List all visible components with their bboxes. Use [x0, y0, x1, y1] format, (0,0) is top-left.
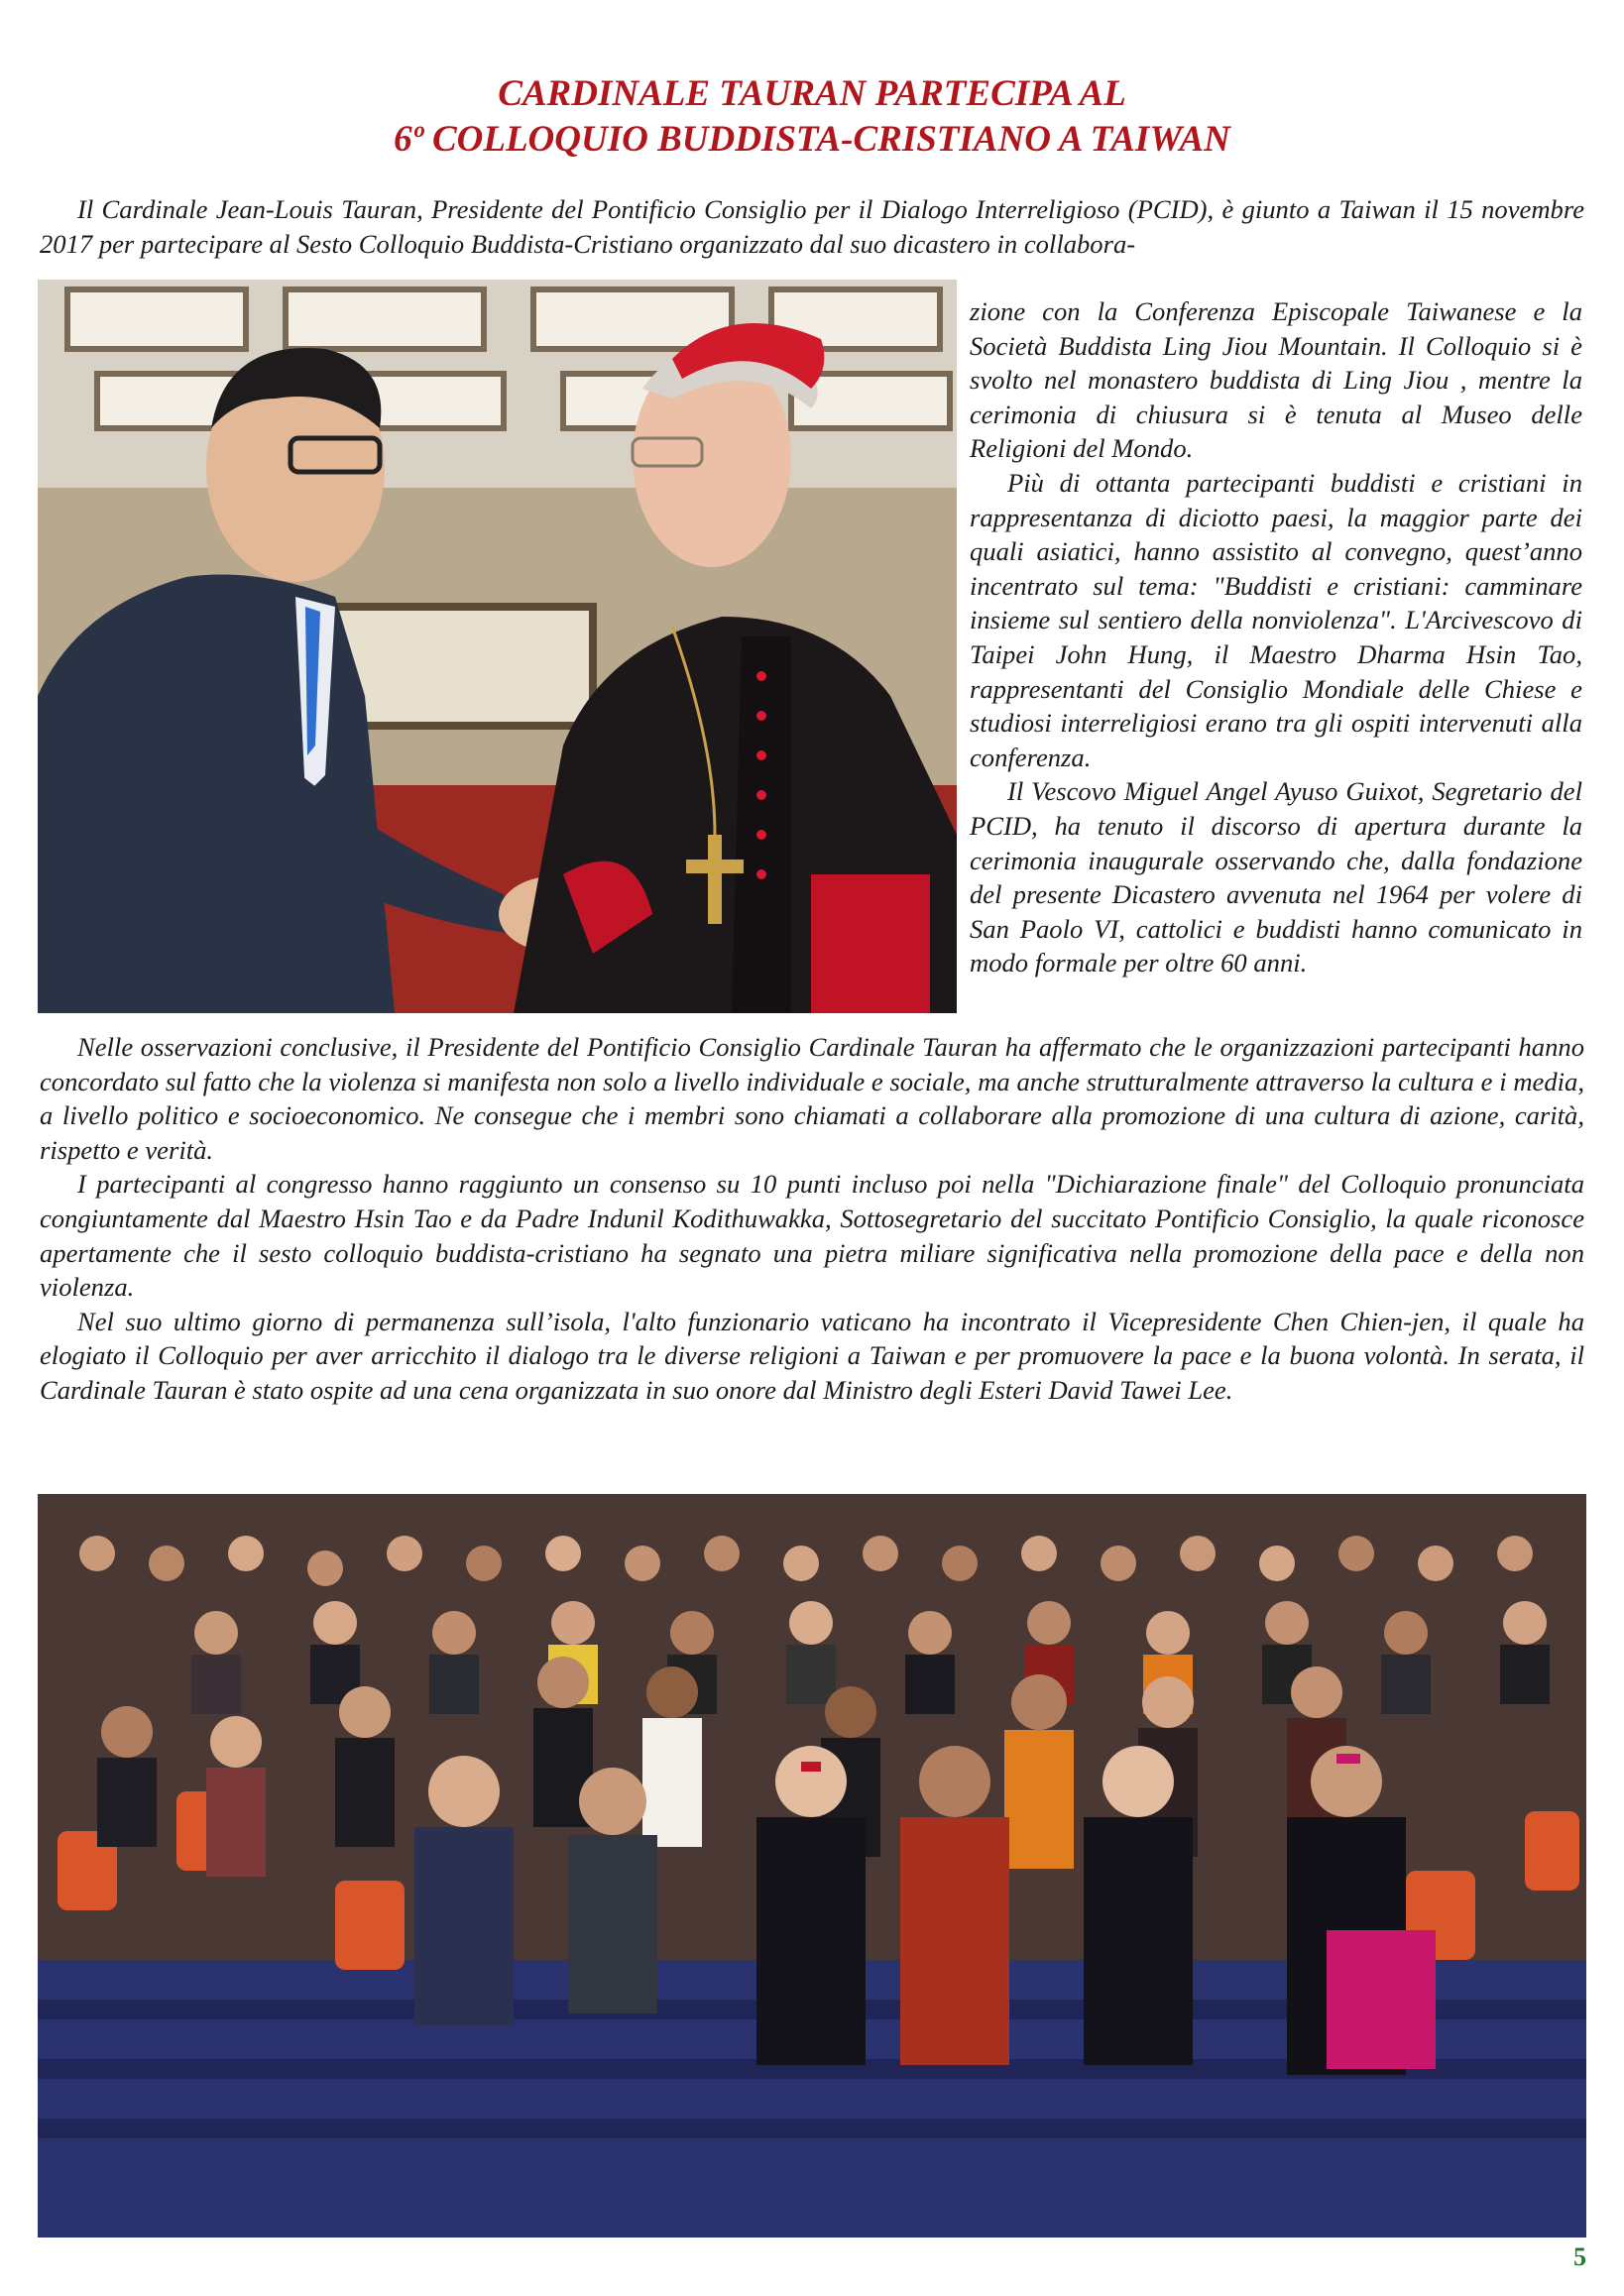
title-line-2: 6º COLLOQUIO BUDDISTA-CRISTIANO A TAIWAN [394, 119, 1230, 160]
side-paragraph-1: zione con la Conferenza Episcopale Taiwanese e la Società Buddista Ling Jiou Mountain. Il Colloquio si è svolto nel monastero buddista di Ling Jiou , mentre la cerimonia di chiusura si è tenuta al Museo delle Religioni del Mondo. [970, 296, 1582, 464]
side-paragraph-2: Più di ottanta partecipanti buddisti e cristiani in rappresentanza di diciotto paesi, la maggior parte dei quali asiatici, hanno assistito al convegno, quest’anno incentrato sul tema: "Buddisti e cristiani: camminare insieme sul sentiero della nonviolenza". L'Arcivescovo di Taipei John Hung, il Maestro Dharma Hsin Tao, rappresentanti del Consiglio Mondiale delle Chiese e studiosi interreligiosi erano tra gli ospiti intervenuti alla conferenza. [970, 467, 1582, 772]
group-photo-illustration [38, 1494, 1586, 2238]
handshake-photo [38, 280, 957, 1013]
title-line-1: CARDINALE TAURAN PARTECIPA AL [498, 73, 1126, 114]
intro-paragraph: Il Cardinale Jean-Louis Tauran, Presidente del Pontificio Consiglio per il Dialogo Interreligioso (PCID), è giunto a Taiwan il 15 novembre 2017 per partecipare al Sesto Colloquio Buddista-Cristiano organizzato dal suo dicastero in collabora- [40, 194, 1584, 259]
lower-text [40, 1030, 1584, 1408]
conclusive-paragraph: Nelle osservazioni conclusive, il Presidente del Pontificio Consiglio Cardinale Tauran ha affermato che le organizzazioni partecipanti hanno concordato sul fatto che la violenza si manifesta non solo a livello individuale e sociale, ma anche strutturalmente attraverso la cultura e i media, a livello politico e socioeconomico. Ne consegue che i membri sono chiamati a collaborare alla promozione di una cultura di azione, carità, rispetto e verità. [40, 1032, 1584, 1165]
handshake-photo-illustration [38, 280, 957, 1013]
last-day-paragraph: Nel suo ultimo giorno di permanenza sull’isola, l'alto funzionario vaticano ha incontrato il Vicepresidente Chen Chien-jen, il quale ha elogiato il Colloquio per aver arricchito il dialogo tra le diverse religioni a Taiwan e per promuovere la pace e la buona volontà. In serata, il Cardinale Tauran è stato ospite ad una cena organizzata in suo onore dal Ministro degli Esteri David Tawei Lee. [40, 1306, 1584, 1405]
group-photo [38, 1494, 1586, 2238]
consensus-paragraph: I partecipanti al congresso hanno raggiunto un consenso su 10 punti incluso poi nella "Dichiarazione finale" del Colloquio pronunciata congiuntamente dal Maestro Hsin Tao e da Padre Indunil Kodithuwakka, Sottosegretario del succitato Pontificio Consiglio, la quale riconosce apertamente che il sesto colloquio buddista-cristiano ha segnato una pietra miliare significativa nella promozione della pace e della non violenza. [40, 1169, 1584, 1303]
article-title [0, 71, 1624, 163]
side-paragraph-3: Il Vescovo Miguel Angel Ayuso Guixot, Segretario del PCID, ha tenuto il discorso di apertura durante la cerimonia inaugurale osservando che, dalla fondazione del presente Dicastero avvenuta nel 1964 per volere di San Paolo VI, cattolici e buddisti hanno comunicato in modo formale per oltre 60 anni. [970, 776, 1582, 978]
side-column [970, 294, 1582, 980]
page-number: 5 [1573, 2242, 1586, 2271]
